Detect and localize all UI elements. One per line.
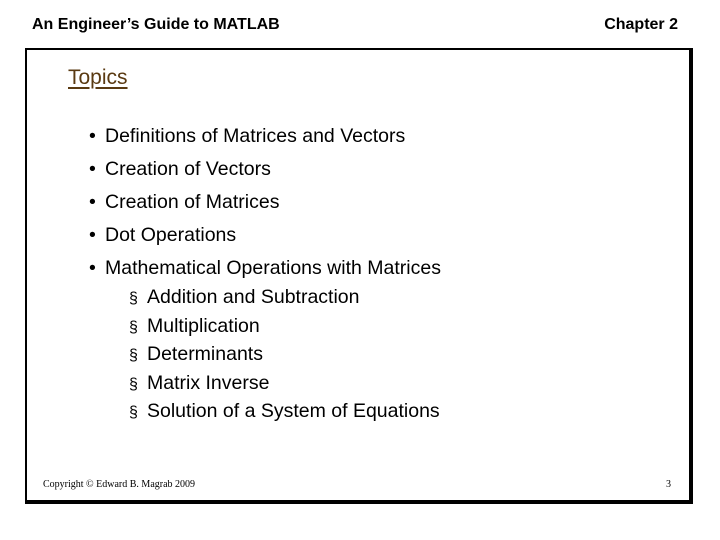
topic-item [89,219,441,252]
subtopic-list [129,284,440,427]
copyright-notice: Copyright © Edward B. Magrab 2009 [43,479,196,490]
topic-label: Creation of Vectors [105,158,271,180]
subtopic-item [129,370,440,399]
topics-heading: Topics [68,66,128,89]
subtopic-item [129,398,440,427]
subtopic-label: Addition and Subtraction [147,286,360,308]
bullet-icon: • [89,257,96,279]
section-icon: § [129,318,138,336]
subtopic-item [129,284,440,313]
topic-item [89,186,441,219]
topic-item [89,153,441,186]
section-icon: § [129,347,138,364]
topic-item [89,120,441,153]
topic-label: Mathematical Operations with Matrices [105,257,441,279]
bullet-icon: • [89,224,96,246]
topic-label: Dot Operations [105,224,237,246]
bullet-icon: • [89,191,96,213]
page-number: 3 [666,479,671,490]
chapter-label: Chapter 2 [604,16,678,33]
bullet-icon: • [89,125,96,147]
subtopic-label: Solution of a System of Equations [147,400,440,422]
subtopic-item [129,313,440,342]
bullet-icon: • [89,158,96,180]
topic-label: Creation of Matrices [105,191,280,213]
subtopic-label: Matrix Inverse [147,371,270,394]
section-icon: § [129,404,138,421]
topic-label: Definitions of Matrices and Vectors [105,125,406,147]
topic-item [89,252,441,285]
slide-frame [25,48,693,504]
section-icon: § [129,290,138,307]
subtopic-label: Multiplication [147,314,260,337]
book-title: An Engineer’s Guide to MATLAB [32,16,280,33]
subtopic-item [129,341,440,370]
topic-list [89,120,441,285]
section-icon: § [129,375,138,393]
subtopic-label: Determinants [147,343,263,365]
